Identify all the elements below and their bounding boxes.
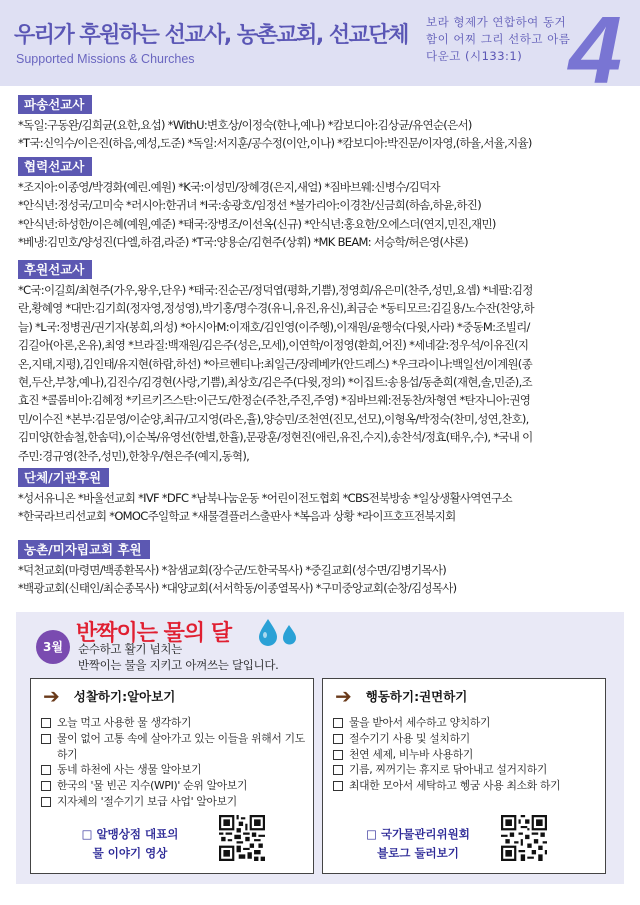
qr-code-icon[interactable] (219, 815, 265, 861)
section-tag: 협력선교사 (18, 157, 92, 176)
text-line: 효진 *콜롬비아:김혜정 *키르키즈스탄:이근도/한정순(주찬,주진,주영) *짐바브웨:전동찬/차형연 *탄자니아:권영 (18, 393, 531, 408)
campaign-title: 반짝이는 물의 달 (76, 621, 232, 646)
text-line: 늘) *L국:정병권/권기자(봉희,의성) *아시아M:이재호/김인영(이주혱),이재원/윤행숙(다윗,사라) *중동M:조빌리/ (18, 319, 530, 334)
text-line: *C국:이길희/최현주(가우,왕우,단우) *태국:진순곤/정덕엽(평화,기쁨),정영희/유은미(찬주,성민,요셉) *네팔:김정 (18, 283, 533, 297)
campaign-description (78, 641, 279, 673)
page-header (0, 0, 640, 86)
arrow-right-icon: ➔ (335, 684, 352, 708)
checklist-item: 천연 세제, 비누바 사용하기 (333, 747, 599, 763)
page-subtitle: Supported Missions & Churches (16, 52, 195, 66)
video-link[interactable]: □ 알맹상점 대표의 물 이야기 영상 (81, 827, 179, 860)
page-number: 4 (568, 0, 622, 86)
section-rural-churches (18, 539, 622, 598)
verse-line: 다운고 (시133:1) (426, 49, 523, 63)
card-heading: 행동하기:권면하기 (365, 689, 468, 704)
text-line: *덕천교회(마령면/백종환목사) *참샘교회(장수군/도한국목사) *중길교회(성수면/김병기목사) (18, 563, 447, 577)
section-tag: 후원선교사 (18, 260, 92, 279)
desc-line: 반짝이는 물을 지키고 아껴쓰는 달입니다. (78, 658, 279, 672)
checklist-item: 최대한 모아서 세탁하고 헹굼 사용 최소화 하기 (333, 778, 599, 794)
checkbox[interactable] (41, 781, 51, 791)
checkbox[interactable] (41, 765, 51, 775)
section-organizations (18, 467, 622, 526)
qr-code-icon[interactable] (501, 815, 547, 861)
section-tag: 단체/기관후원 (18, 468, 109, 487)
month-badge: 3월 (36, 630, 70, 664)
section-tag: 파송선교사 (18, 95, 92, 114)
text-line: 민/이수진 *본부:김문영/이순양,최규/고지영(라온,휼),양승민/조천연(진모,선모),이형옥/박정숙(찬미,성연,찬호), (18, 411, 529, 426)
checklist-item: 물을 받아서 세수하고 양치하기 (333, 715, 599, 731)
section-supported-missionaries (18, 259, 622, 465)
text-line: *성서유니온 *바울선교회 *IVF *DFC *남북나눔운동 *어린이전도협회 *CBS전북방송 *일상생활사역연구소 (18, 491, 512, 505)
checkbox[interactable] (333, 765, 343, 775)
checklist-item: 절수기기 사용 및 설치하기 (333, 731, 599, 747)
checklist-item: 물이 없어 고통 속에 살아가고 있는 이들을 위해서 기도하기 (41, 731, 307, 763)
text-line: 주민:경규영(찬주,성민),한창우/현은주(예지,동혁), (18, 448, 250, 463)
section-sent-missionaries (18, 94, 622, 153)
page-title: 우리가 후원하는 선교사, 농촌교회, 선교단체 (14, 23, 408, 48)
checklist (41, 715, 307, 810)
text-line: *안식년:하성한/이은혜(예원,예준) *태국:장병조/이선옥(신규) *안식년:홍요한/오에스더(연지,민진,재민) (18, 216, 496, 231)
text-line: *안식년:정성국/고미숙 *러시아:한귀녀 *I국:송광호/임정선 *불가리아:이경찬/신금희(하솜,하윤,하진) (18, 198, 482, 213)
text-line: *독일:구동완/김희균(요한,요섭) *WithU:변호상/이정숙(한나,예나) *캄보디아:김상균/유연순(은서) (18, 118, 472, 132)
arrow-right-icon: ➔ (43, 684, 60, 708)
checklist-item: 기름, 찌꺼기는 휴지로 닦아내고 설거지하기 (333, 762, 599, 778)
section-tag: 농촌/미자립교회 후원 (18, 540, 150, 559)
checkbox[interactable] (333, 750, 343, 760)
text-line: 란,황혜영 *대만:김기희(정자영,정성영),박기홍/명수경(유니,유진,유신),최금순 *동티모르:김길용/노수잔(찬양,하 (18, 301, 534, 316)
reflect-card (30, 678, 314, 874)
text-line: *베냉:김민호/양성진(다엘,하겸,라준) *T국:양용순/김현주(상휘) *MK BEAM: 서승학/허은영(샤론) (18, 235, 468, 250)
checkbox[interactable] (333, 718, 343, 728)
checklist-item: 동네 하천에 사는 생물 알아보기 (41, 762, 307, 778)
checkbox[interactable] (41, 797, 51, 807)
text-line: 김미양(한솜철,한솜덕),이순복/유영선(한별,한휼),문광훈/정현진(애린,유진,수지),송찬석/정효(태우,수), *국내 이 (18, 430, 533, 445)
card-heading: 성찰하기:알아보기 (73, 689, 176, 704)
verse-line: 함이 어찌 그리 선하고 아름 (426, 32, 571, 46)
text-line: 김길아(아론,온유),최영 *브라질:백재원/김은주(성은,모세),이연학/이정영(환희,어진) *세네갈:정우석/이유진(지 (18, 338, 529, 353)
checkbox[interactable] (41, 734, 51, 744)
act-card (322, 678, 606, 874)
text-line: *백광교회(신태인/최순종목사) *대양교회(서서학동/이종열목사) *구미중앙교회(순창/김성목사) (18, 581, 457, 596)
text-line: *한국라브리선교회 *OMOC주일학교 *새물결플러스출판사 *복음과 상황 *라이프호프전북지회 (18, 509, 456, 524)
blog-link[interactable]: □ 국가물관리위원회 블로그 둘러보기 (366, 827, 470, 860)
checklist-item: 한국의 '물 빈곤 지수(WPI)' 순위 알아보기 (41, 778, 307, 794)
text-line: 온,지태,지평),김인태/유지현(하람,하선) *아르헨티나:최일근/장레베카(안드레스) *우크라이나:백일선/이계원(종 (18, 356, 533, 371)
text-line: 현,두산,부창,예나),김진수/김경현(사랑,기쁨),최상호/김은주(다윗,정의) *이집트:송용섭/동춘희(재현,솔,민준),조 (18, 375, 532, 390)
checkbox[interactable] (333, 734, 343, 744)
checkbox[interactable] (41, 718, 51, 728)
verse-line: 보라 형제가 연합하여 동거 (426, 15, 567, 29)
checklist-item: 지자체의 '절수기기 보급 사업' 알아보기 (41, 794, 307, 810)
checkbox[interactable] (333, 781, 343, 791)
checklist-item: 오늘 먹고 사용한 물 생각하기 (41, 715, 307, 731)
campaign-panel (16, 612, 624, 884)
section-partner-missionaries (18, 156, 622, 252)
text-line: *T국:신익수/이은진(하음,예성,도준) *독일:서지훈/공수정(이안,이나) *캄보디아:박진문/이자영,(하율,서율,지율) (18, 136, 532, 151)
text-line: *조지아:이종영/박경화(예린.예원) *K국:이성민/장혜경(은지,새얼) *짐바브웨:신병수/김덕자 (18, 180, 440, 194)
checklist (333, 715, 599, 794)
desc-line: 순수하고 활기 넘치는 (78, 642, 182, 656)
